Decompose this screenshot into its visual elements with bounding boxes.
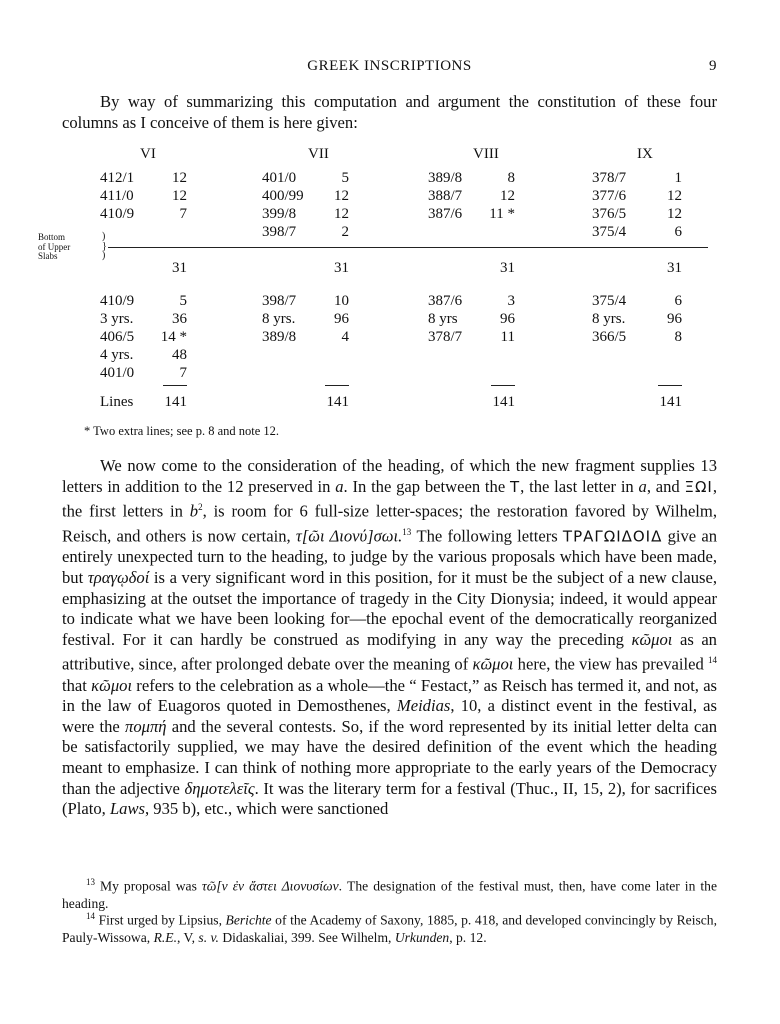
- year-cell: 375/4: [592, 224, 627, 240]
- subtotal-cell: 31: [500, 260, 515, 276]
- total-cell: 141: [659, 394, 682, 410]
- column-heading: VI: [140, 146, 156, 162]
- lines-cell: 12: [667, 206, 682, 222]
- greek-text: τ[ῶι Διονύ]σωι.: [295, 526, 403, 546]
- greek-text: δημοτελεῖς: [184, 778, 255, 798]
- sum-rule: [325, 385, 349, 386]
- main-paragraph: [62, 456, 717, 820]
- footnote-14: $^{14}$ First urged by Lipsius, Berichte of the Academy of Saxony, 1885, p. 418, and developed convincingly by Reisch, Pauly-Wissowa, R.E., V, s. v. Didaskaliai, 399. See Wilhelm, Urkunden, p. 12.: [62, 911, 717, 945]
- intro-text: By way of summarizing this computation and argument the constitution of these four columns as I conceive of them is here given:: [62, 92, 717, 132]
- page: [38, 0, 718, 1024]
- year-cell: 387/6: [428, 206, 463, 222]
- footnote-ref: 13: [402, 527, 412, 538]
- year-cell: 3 yrs.: [100, 311, 134, 327]
- main-text: We now come to the consideration of the heading, of which the new fragment supplies 13 letters in addition to the 12 preserved in a. In the gap between the T, the last letter in a, and ΞΩΙ, the first letters in $b^2$, is room for 6 full-size letter-spaces; the restoration favored by Wilhelm, Reisch, and others is now certain, τ[ῶι Διονύ]σωι.$^{13}$ The following letters ΤΡΑΓΩΙΔΟΙΔ give an entirely unexpected turn to the heading, to judge by the various proposals which have been made, but τραγῳδοί is a very significant word in this position, for it must be the subject of a new clause, emphasizing at the outset the importance of tragedy in the City Dionysia; indeed, it would appear to indicate what we have been looking for—the epochal event of the democratically reorganized festival. For it can hardly be construed as modifying in any way the preceding κῶμοι as an attributive, since, after prolonged debate over the meaning of κῶμοι here, the view has prevailed $^{14}$ that κῶμοι refers to the celebration as a whole—the “ Festact,” as Reisch has termed it, and not, as in the law of Euagoros quoted in Demosthenes, Meidias, 10, a distinct event in the festival, as were the πομπή and the several contests. So, if the word represented by its initial letter delta can be satisfactorily supplied, we may have the desired definition of the event which the heading meant to emphasize. I can think of nothing more appropriate to the early years of the Democracy than the adjective δημοτελεῖς. It was the literary term for a festival (Thuc., II, 15, 2), for sacrifices (Plato, Laws, 935 b), etc., which were sanctioned: [62, 456, 718, 819]
- year-cell: 8 yrs.: [262, 311, 296, 327]
- footnote-ref: 14: [707, 655, 717, 666]
- year-cell: 400/99: [262, 188, 304, 204]
- lines-cell: 6: [674, 224, 682, 240]
- total-cell: 141: [492, 394, 515, 410]
- lines-cell: 5: [179, 293, 187, 309]
- lines-cell: 3: [507, 293, 515, 309]
- sum-rule: [658, 385, 682, 386]
- year-cell: 389/8: [428, 170, 463, 186]
- greek-text: πομπή: [125, 716, 167, 736]
- greek-text: κῶμοι: [91, 675, 133, 695]
- lines-cell: 8: [674, 329, 682, 345]
- year-cell: 376/5: [592, 206, 627, 222]
- sum-rule: [163, 385, 187, 386]
- year-cell: 401/0: [100, 365, 135, 381]
- lines-cell: 4: [341, 329, 349, 345]
- year-cell: 399/8: [262, 206, 297, 222]
- slab-label: [38, 233, 98, 262]
- lines-cell: 12: [334, 206, 349, 222]
- lines-cell: 1: [674, 170, 682, 186]
- sum-rule: [491, 385, 515, 386]
- year-cell: 377/6: [592, 188, 627, 204]
- lines-cell: 12: [667, 188, 682, 204]
- lines-cell: 96: [500, 311, 515, 327]
- lines-cell: 12: [334, 188, 349, 204]
- year-cell: 8 yrs.: [592, 311, 626, 327]
- year-cell: 8 yrs: [428, 311, 458, 327]
- intro-paragraph: [62, 92, 717, 133]
- greek-text: κῶμοι: [472, 654, 514, 674]
- year-cell: 410/9: [100, 206, 135, 222]
- slab-label-line: Slabs: [38, 251, 58, 261]
- epigraphic-letter: T: [509, 477, 521, 496]
- column-heading: VIII: [473, 146, 499, 162]
- lines-cell: 11: [500, 329, 515, 345]
- subtotal-cell: 31: [172, 260, 187, 276]
- total-cell: 141: [326, 394, 349, 410]
- subtotal-cell: 31: [334, 260, 349, 276]
- year-cell: 375/4: [592, 293, 627, 309]
- year-cell: 401/0: [262, 170, 297, 186]
- year-cell: 411/0: [100, 188, 134, 204]
- greek-text: τραγῳδοί: [87, 568, 150, 588]
- lines-cell: 96: [667, 311, 682, 327]
- page-number: 9: [709, 58, 717, 74]
- year-cell: 4 yrs.: [100, 347, 134, 363]
- table-note: * Two extra lines; see p. 8 and note 12.: [84, 424, 280, 438]
- year-cell: 410/9: [100, 293, 135, 309]
- lines-cell: 6: [674, 293, 682, 309]
- lines-cell: 10: [334, 293, 349, 309]
- lines-cell: 11 *: [489, 206, 515, 222]
- lines-cell: 12: [172, 170, 187, 186]
- greek-text: κῶμοι: [631, 629, 673, 649]
- lines-cell: 36: [172, 311, 187, 327]
- lines-cell: 5: [341, 170, 349, 186]
- footnote-13: $^{13}$ My proposal was τῶ[ν ἐν ἄστει Διονυσίων. The designation of the festival must, then, have come later in the heading.: [62, 877, 717, 911]
- year-cell: 378/7: [592, 170, 627, 186]
- lines-label: Lines: [100, 394, 134, 410]
- running-title: GREEK INSCRIPTIONS: [307, 58, 472, 74]
- lines-cell: 12: [172, 188, 187, 204]
- lines-cell: 14 *: [160, 329, 187, 345]
- upper-slab-rule: [108, 247, 708, 248]
- year-cell: 388/7: [428, 188, 463, 204]
- year-cell: 387/6: [428, 293, 463, 309]
- column-heading: IX: [637, 146, 653, 162]
- column-heading: VII: [308, 146, 329, 162]
- lines-cell: 48: [172, 347, 187, 363]
- lines-cell: 12: [500, 188, 515, 204]
- lines-cell: 7: [179, 206, 187, 222]
- epigraphic-letters: ΤΡΑΓΩΙΔΟΙΔ: [562, 527, 663, 546]
- slab-label-line: Bottom: [38, 232, 66, 242]
- slab-brace: ) } ): [102, 231, 107, 261]
- year-cell: 378/7: [428, 329, 463, 345]
- year-cell: 366/5: [592, 329, 627, 345]
- lines-cell: 96: [334, 311, 349, 327]
- year-cell: 398/7: [262, 293, 297, 309]
- lines-cell: 7: [179, 365, 187, 381]
- lines-cell: 2: [341, 224, 349, 240]
- year-cell: 389/8: [262, 329, 297, 345]
- year-cell: 412/1: [100, 170, 135, 186]
- total-cell: 141: [164, 394, 187, 410]
- lines-cell: 8: [507, 170, 515, 186]
- year-cell: 398/7: [262, 224, 297, 240]
- year-cell: 406/5: [100, 329, 135, 345]
- epigraphic-letters: ΞΩΙ: [684, 477, 713, 496]
- slab-label-line: of Upper: [38, 241, 71, 252]
- subtotal-cell: 31: [667, 260, 682, 276]
